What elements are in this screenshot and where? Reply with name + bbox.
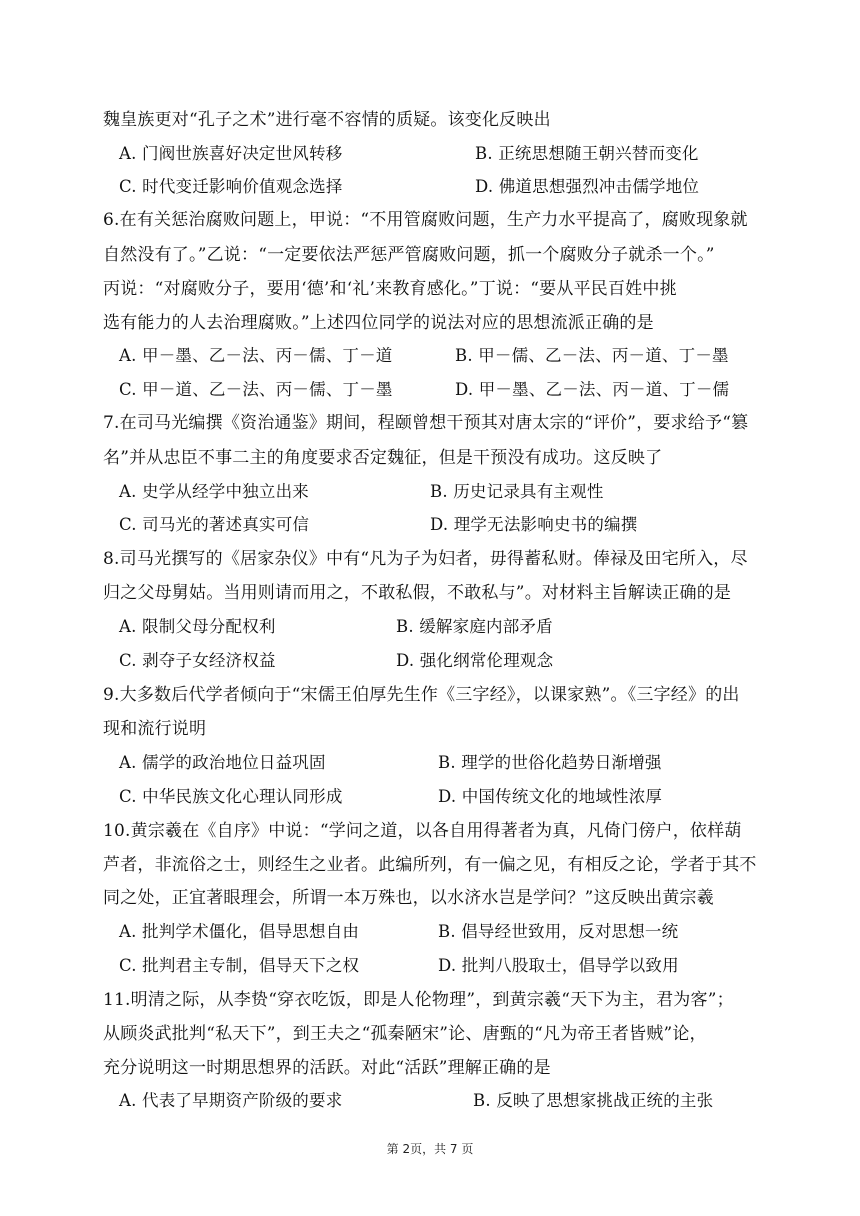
q6-stem-line: 选有能力的人去治理腐败。”上述四位同学的说法对应的思想流派正确的是 bbox=[103, 313, 654, 333]
q10-option-a: A. 批判学术僵化，倡导思想自由 bbox=[119, 922, 360, 941]
q9-stem-line: 9.大多数后代学者倾向于“宋儒王伯厚先生作《三字经》，以课家熟”。《三字经》的出 bbox=[103, 685, 740, 705]
q8-stem-line: 8.司马光撰写的《居家杂仪》中有“凡为子为妇者，毋得蓄私财。俸禄及田宅所入，尽 bbox=[103, 549, 748, 569]
q11-option-b: B. 反映了思想家挑战正统的主张 bbox=[473, 1091, 714, 1110]
q11-stem-line: 从顾炎武批判“私天下”，到王夫之“孤秦陋宋”论、唐甄的“凡为帝王者皆贼”论， bbox=[103, 1024, 707, 1044]
q5-stem-tail: 魏皇族更对“孔子之术”进行毫不容情的质疑。该变化反映出 bbox=[103, 110, 551, 130]
q9-option-d: D. 中国传统文化的地域性浓厚 bbox=[438, 787, 663, 806]
q6-stem-line: 丙说：“对腐败分子，要用‘德’和‘礼’来教育感化。”丁说：“要从平民百姓中挑 bbox=[103, 279, 677, 299]
q8-option-d: D. 强化纲常伦理观念 bbox=[396, 651, 554, 670]
q9-option-a: A. 儒学的政治地位日益巩固 bbox=[119, 753, 326, 772]
q6-stem-line: 自然没有了。”乙说：“一定要依法严惩严管腐败问题，抓一个腐败分子就杀一个。” bbox=[103, 245, 715, 265]
q11-stem-line: 充分说明这一时期思想界的活跃。对此“活跃”理解正确的是 bbox=[103, 1058, 551, 1078]
q6-stem-line: 6.在有关惩治腐败问题上，甲说：“不用管腐败问题，生产力水平提高了，腐败现象就 bbox=[103, 210, 748, 230]
q8-option-c: C. 剥夺子女经济权益 bbox=[119, 651, 276, 670]
q8-option-a: A. 限制父母分配权利 bbox=[119, 617, 276, 636]
q6-option-c: C. 甲－道、乙－法、丙－儒、丁－墨 bbox=[119, 380, 393, 399]
q10-option-c: C. 批判君主专制，倡导天下之权 bbox=[119, 956, 360, 975]
q7-option-d: D. 理学无法影响史书的编撰 bbox=[430, 515, 638, 534]
q11-stem-line: 11.明清之际，从李贽“穿衣吃饭，即是人伦物理”，到黄宗羲“天下为主，君为客”； bbox=[103, 990, 734, 1010]
q5-option-b: B. 正统思想随王朝兴替而变化 bbox=[475, 144, 699, 163]
q7-option-c: C. 司马光的著述真实可信 bbox=[119, 515, 310, 534]
q5-option-c: C. 时代变迁影响价值观念选择 bbox=[119, 177, 343, 196]
q6-option-a: A. 甲－墨、乙－法、丙－儒、丁－道 bbox=[119, 346, 393, 365]
q10-stem-line: 10.黄宗羲在《自序》中说：“学问之道，以各自用得著者为真，凡倚门傍户，依样葫 bbox=[103, 821, 742, 841]
q10-option-b: B. 倡导经世致用，反对思想一统 bbox=[438, 922, 679, 941]
q8-stem-line: 归之父母舅姑。当用则请而用之，不敢私假，不敢私与”。对材料主旨解读正确的是 bbox=[103, 583, 732, 603]
q11-option-a: A. 代表了早期资产阶级的要求 bbox=[119, 1091, 343, 1110]
q5-option-d: D. 佛道思想强烈冲击儒学地位 bbox=[475, 177, 700, 196]
q6-option-b: B. 甲－儒、乙－法、丙－道、丁－墨 bbox=[455, 346, 729, 365]
q5-option-a: A. 门阀世族喜好决定世风转移 bbox=[119, 144, 343, 163]
q10-stem-line: 芦者，非流俗之士，则经生之业者。此编所列，有一偏之见，有相反之论，学者于其不 bbox=[103, 855, 757, 875]
q8-option-b: B. 缓解家庭内部矛盾 bbox=[396, 617, 553, 636]
q7-option-b: B. 历史记录具有主观性 bbox=[430, 482, 604, 501]
page-footer: 第 2页，共 7 页 bbox=[386, 1142, 474, 1156]
q9-option-c: C. 中华民族文化心理认同形成 bbox=[119, 787, 343, 806]
q10-stem-line: 同之处，正宜著眼理会，所谓一本万殊也，以水济水岂是学问？”这反映出黄宗羲 bbox=[103, 888, 714, 908]
q7-stem-line: 名”并从忠臣不事二主的角度要求否定魏征，但是干预没有成功。这反映了 bbox=[103, 448, 663, 468]
q9-option-b: B. 理学的世俗化趋势日渐增强 bbox=[438, 753, 662, 772]
q7-option-a: A. 史学从经学中独立出来 bbox=[119, 482, 310, 501]
q9-stem-line: 现和流行说明 bbox=[103, 719, 207, 739]
q6-option-d: D. 甲－墨、乙－法、丙－道、丁－儒 bbox=[455, 380, 730, 399]
q10-option-d: D. 批判八股取士，倡导学以致用 bbox=[438, 956, 679, 975]
q7-stem-line: 7.在司马光编撰《资治通鉴》期间，程颐曾想干预其对唐太宗的“评价”，要求给予“篡 bbox=[103, 413, 749, 433]
